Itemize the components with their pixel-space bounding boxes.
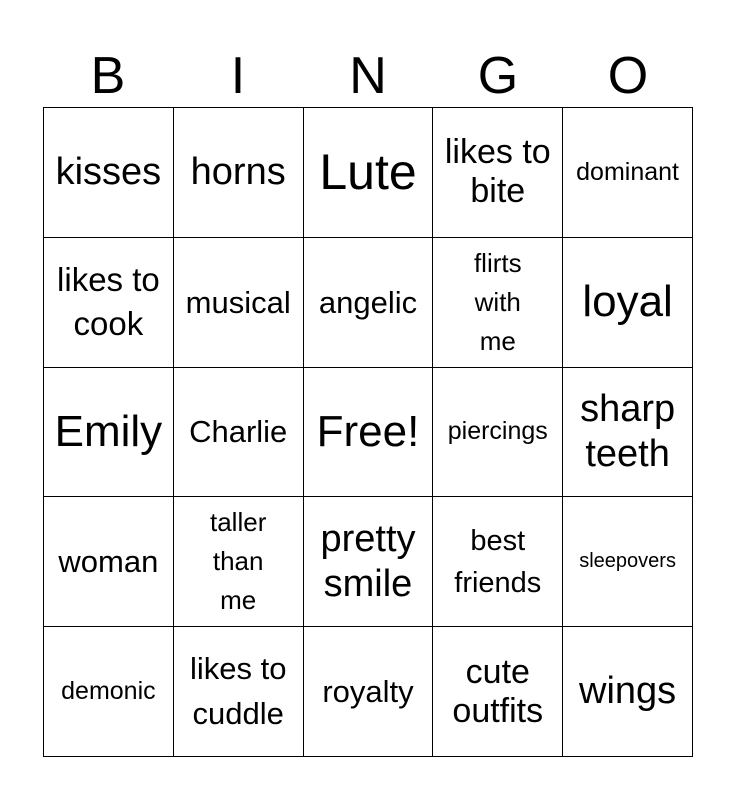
cell-label: sleepovers [579, 549, 676, 572]
cell-label: taller than me [210, 507, 267, 616]
cell-label: best friends [454, 524, 542, 599]
bingo-cell[interactable] [304, 108, 434, 238]
header-letter-b: B [90, 47, 126, 105]
bingo-cell[interactable] [304, 368, 434, 498]
cell-label: flirts with me [473, 247, 522, 356]
cell-label: horns [190, 150, 286, 193]
bingo-cell[interactable] [563, 627, 693, 757]
bingo-cell[interactable] [304, 497, 434, 627]
header-letter-n: N [349, 47, 387, 105]
bingo-cell[interactable] [304, 238, 434, 368]
cell-label: woman [58, 544, 159, 580]
cell-label: sharp teeth [580, 388, 676, 475]
cell-label: angelic [318, 284, 418, 320]
bingo-header [43, 44, 693, 108]
cell-label: musical [185, 284, 291, 320]
bingo-cell[interactable] [563, 238, 693, 368]
cell-label: royalty [322, 673, 414, 709]
header-letter-i: I [230, 47, 246, 105]
bingo-cell[interactable] [433, 368, 563, 498]
cell-label: Emily [54, 406, 163, 456]
bingo-cell[interactable] [563, 497, 693, 627]
cell-label: piercings [447, 417, 548, 446]
bingo-card [43, 107, 693, 757]
bingo-cell[interactable] [563, 368, 693, 498]
bingo-cell[interactable] [433, 108, 563, 238]
bingo-cell[interactable] [174, 627, 304, 757]
cell-label: pretty smile [320, 517, 416, 605]
bingo-cell[interactable] [433, 627, 563, 757]
bingo-cell[interactable] [44, 497, 174, 627]
cell-label: loyal [582, 277, 673, 326]
bingo-cell[interactable] [44, 627, 174, 757]
cell-label: kisses [55, 150, 162, 193]
bingo-cell[interactable] [433, 238, 563, 368]
cell-label: Charlie [189, 414, 288, 450]
cell-label: demonic [61, 676, 156, 705]
header-letter-g: G [477, 47, 519, 105]
bingo-cell[interactable] [44, 368, 174, 498]
free-space: Free! [316, 406, 420, 456]
cell-label: likes to cook [57, 260, 160, 343]
bingo-cell[interactable] [174, 368, 304, 498]
cell-label: dominant [576, 157, 680, 186]
bingo-cell[interactable] [174, 238, 304, 368]
cell-label: cute outfits [452, 652, 544, 730]
cell-label: likes to bite [444, 133, 551, 211]
cell-label: Lute [319, 143, 417, 200]
header-letter-o: O [607, 47, 649, 105]
bingo-cell[interactable] [44, 238, 174, 368]
bingo-cell[interactable] [433, 497, 563, 627]
cell-label: likes to cuddle [189, 650, 287, 731]
bingo-cell[interactable] [563, 108, 693, 238]
bingo-cell[interactable] [304, 627, 434, 757]
bingo-cell[interactable] [174, 108, 304, 238]
cell-label: wings [579, 670, 677, 713]
bingo-cell[interactable] [174, 497, 304, 627]
bingo-cell[interactable] [44, 108, 174, 238]
